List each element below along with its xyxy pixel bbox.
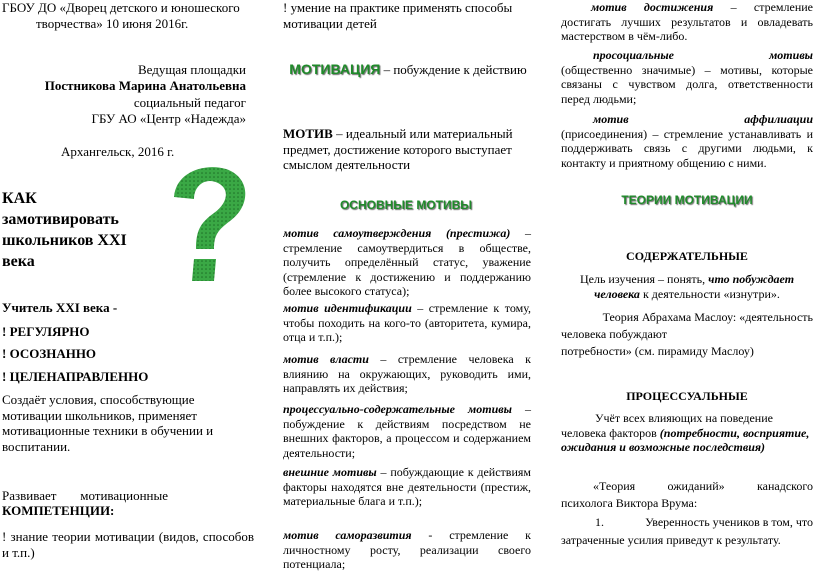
- motive-self-development: [283, 528, 531, 572]
- motive-def: – идеальный или материальный предмет, достижение которого выступает смыслом деятельности: [283, 126, 513, 172]
- motive-definition: [283, 126, 529, 173]
- motive-text: – побуждение к действиям посредством не внешних факторов, а процессом и содержанием деятельности;: [283, 402, 531, 460]
- process-description: [561, 411, 813, 455]
- knowledge-text: ! знание теории мотивации (видов, способов и т.п.): [2, 529, 254, 560]
- motive-text: – стремление человека к влиянию на окружающих, руководить ими, направлять их действия;: [283, 352, 531, 395]
- list-item-number: 1.: [595, 515, 604, 529]
- ability-text: ! умение на практике применять способы мотивации детей: [283, 0, 513, 31]
- motive-name: мотив идентификации: [283, 301, 412, 315]
- motive-name: процессуально-содержательные мотивы: [283, 402, 512, 416]
- list-item-line-2: затраченные усилия приведут к результату.: [561, 533, 781, 547]
- motive-name: мотив достижения: [591, 0, 714, 14]
- vroom-line-1: «Теория ожиданий» канадского: [593, 479, 813, 493]
- motive-power: [283, 352, 531, 396]
- process-theories-heading: ПРОЦЕССУАЛЬНЫЕ: [626, 389, 748, 403]
- city-year: Архангельск, 2016 г.: [61, 144, 175, 159]
- motive-process-content: [283, 402, 531, 460]
- title-line-1: КАК: [2, 190, 37, 207]
- motive-external: [283, 465, 531, 509]
- motivation-word: МОТИВАЦИЯ: [289, 61, 381, 77]
- motivation-def: – побуждение к действию: [380, 62, 527, 77]
- process-part-1: Учёт всех влияющих на поведение человека факторов: [561, 411, 773, 440]
- org-line-1: ГБОУ ДО «Дворец детского и юношеского: [2, 0, 240, 15]
- content-theories-heading: СОДЕРЖАТЕЛЬНЫЕ: [626, 249, 748, 263]
- motive-text: – стремление самоутвердиться в обществе, получить определённый статус, уважение (стремление к достижению и поддержанию более высокого статуса);: [283, 226, 532, 298]
- goal-part-2: что побуждает человека: [594, 272, 795, 301]
- point-conscious: ! ОСОЗНАННО: [2, 346, 97, 361]
- motive-name: просоциальные мотивы: [593, 48, 813, 62]
- motive-text: - стремление к личностному росту, реализации своего потенциала;: [283, 528, 531, 571]
- motive-achievement: [561, 0, 813, 44]
- main-motives-heading: ОСНОВНЫЕ МОТИВЫ: [339, 198, 473, 212]
- list-item-line-1: Уверенность учеников в том, что: [645, 515, 813, 529]
- motive-word: МОТИВ: [283, 126, 333, 141]
- motive-name: мотив власти: [283, 352, 369, 366]
- motivation-definition: [283, 62, 533, 78]
- motive-name: мотив самоутверждения (престижа): [283, 226, 511, 240]
- motive-prosocial: [561, 48, 813, 106]
- motive-text: – стремление достигать лучших результатов и овладевать мастерством в чём-либо.: [561, 0, 813, 43]
- maslow-line-3: потребности» (см. пирамиду Маслоу): [561, 344, 754, 358]
- vroom-line-2: психолога Виктора Врума:: [561, 496, 698, 510]
- motive-name: внешние мотивы: [283, 465, 377, 479]
- motive-text: (общественно значимые) – мотивы, которые связаны с чувством долга, ответственности перед людьми;: [561, 62, 813, 106]
- theories-heading: ТЕОРИИ МОТИВАЦИИ: [621, 193, 753, 207]
- goal-part-3: к деятельности «изнутри».: [639, 286, 780, 301]
- motive-identification: [283, 301, 531, 345]
- motive-text: – побуждающие к действиям факторы находятся вне деятельности (престиж, материальные блага и т.п.);: [283, 465, 531, 508]
- motive-name: мотив аффилиации: [593, 112, 813, 126]
- column-left: [2, 0, 257, 577]
- host-name: Постникова Марина Анатольевна: [44, 78, 246, 93]
- maslow-line-2: человека побуждают: [561, 327, 667, 341]
- creates-conditions-text: Создаёт условия, способствующие мотивации школьников, применяет мотивационные техники в обучении и воспитании.: [2, 392, 214, 454]
- page-title: [2, 188, 127, 272]
- org-line-2: творчества» 10 июня 2016г.: [36, 16, 189, 31]
- maslow-line-1: Теория Абрахама Маслоу: «деятельность: [602, 310, 813, 324]
- host-org: ГБУ АО «Центр «Надежда»: [91, 111, 246, 126]
- point-purposeful: ! ЦЕЛЕНАПРАВЛЕННО: [2, 369, 149, 384]
- motive-affiliation: [561, 112, 813, 170]
- point-regular: ! РЕГУЛЯРНО: [2, 324, 90, 339]
- motive-text: (присоединения) – стремление устанавливать и поддерживать связь с другими людьми, к контакту и приятному общению с ними.: [561, 126, 813, 170]
- goal-part-1: Цель изучения – понять,: [579, 272, 709, 286]
- competencies-heading: КОМПЕТЕНЦИИ:: [2, 503, 115, 518]
- question-mark-icon: [164, 163, 252, 285]
- host-label: Ведущая площадки: [137, 62, 246, 77]
- content-goal: [561, 272, 813, 301]
- motive-name: мотив саморазвития: [283, 528, 412, 542]
- host-role: социальный педагог: [133, 95, 246, 110]
- process-part-2: (потребности, восприятие, ожидания и возможные последствия): [561, 425, 810, 454]
- teacher-label: Учитель XXI века -: [2, 300, 118, 315]
- column-middle: [283, 0, 533, 577]
- title-line-2: замотивировать: [2, 211, 119, 228]
- title-line-3: школьников XXI: [2, 232, 127, 249]
- motive-text: – стремление к тому, чтобы походить на кого-то (авторитета, кумира, отца и т.п.);: [283, 301, 532, 344]
- develops-line-1: Развивает мотивационные: [2, 488, 168, 503]
- title-line-4: века: [2, 253, 35, 270]
- motive-self-affirmation: [283, 226, 531, 299]
- column-right: [561, 0, 813, 577]
